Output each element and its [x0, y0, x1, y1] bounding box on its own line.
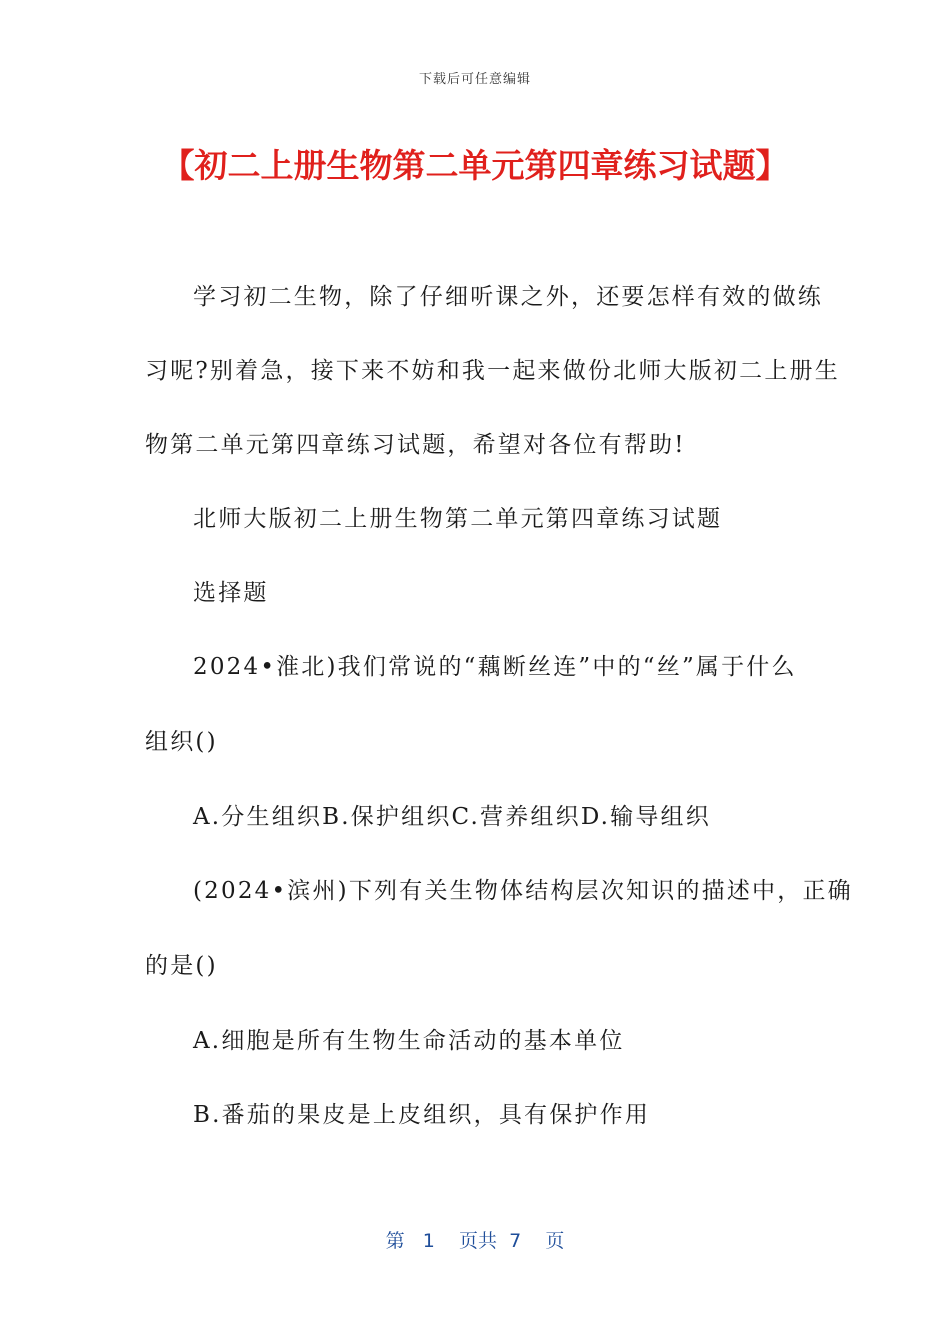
section-subheading: 选择题: [193, 580, 269, 606]
footer-suffix: 页: [545, 1230, 565, 1252]
footer-prefix: 第: [385, 1230, 405, 1252]
section-heading: 北师大版初二上册生物第二单元第四章练习试题: [193, 506, 723, 532]
question-line: 2024•淮北)我们常说的“藕断丝连”中的“丝”属于什么: [193, 654, 797, 680]
answer-option: B.番茄的果皮是上皮组织，具有保护作用: [193, 1102, 651, 1128]
answer-option: A.细胞是所有生物生命活动的基本单位: [193, 1028, 625, 1054]
total-pages: 7: [509, 1230, 522, 1252]
paragraph-line: 物第二单元第四章练习试题，希望对各位有帮助!: [145, 432, 686, 458]
question-line: 组织(): [145, 729, 218, 755]
document-title: 【初二上册生物第二单元第四章练习试题】: [161, 146, 789, 185]
page-footer: [0, 1226, 950, 1253]
answer-options: A.分生组织B.保护组织C.营养组织D.输导组织: [193, 804, 711, 830]
paragraph-line: 学习初二生物，除了仔细听课之外，还要怎样有效的做练: [193, 284, 823, 310]
footer-mid: 页共: [459, 1230, 498, 1252]
page-number: 1: [422, 1230, 435, 1252]
header-note: 下载后可任意编辑: [418, 72, 531, 87]
paragraph-line: 习呢?别着急，接下来不妨和我一起来做份北师大版初二上册生: [145, 358, 840, 384]
question-line: (2024•滨州)下列有关生物体结构层次知识的描述中，正确: [193, 878, 853, 904]
question-line: 的是(): [145, 953, 218, 979]
